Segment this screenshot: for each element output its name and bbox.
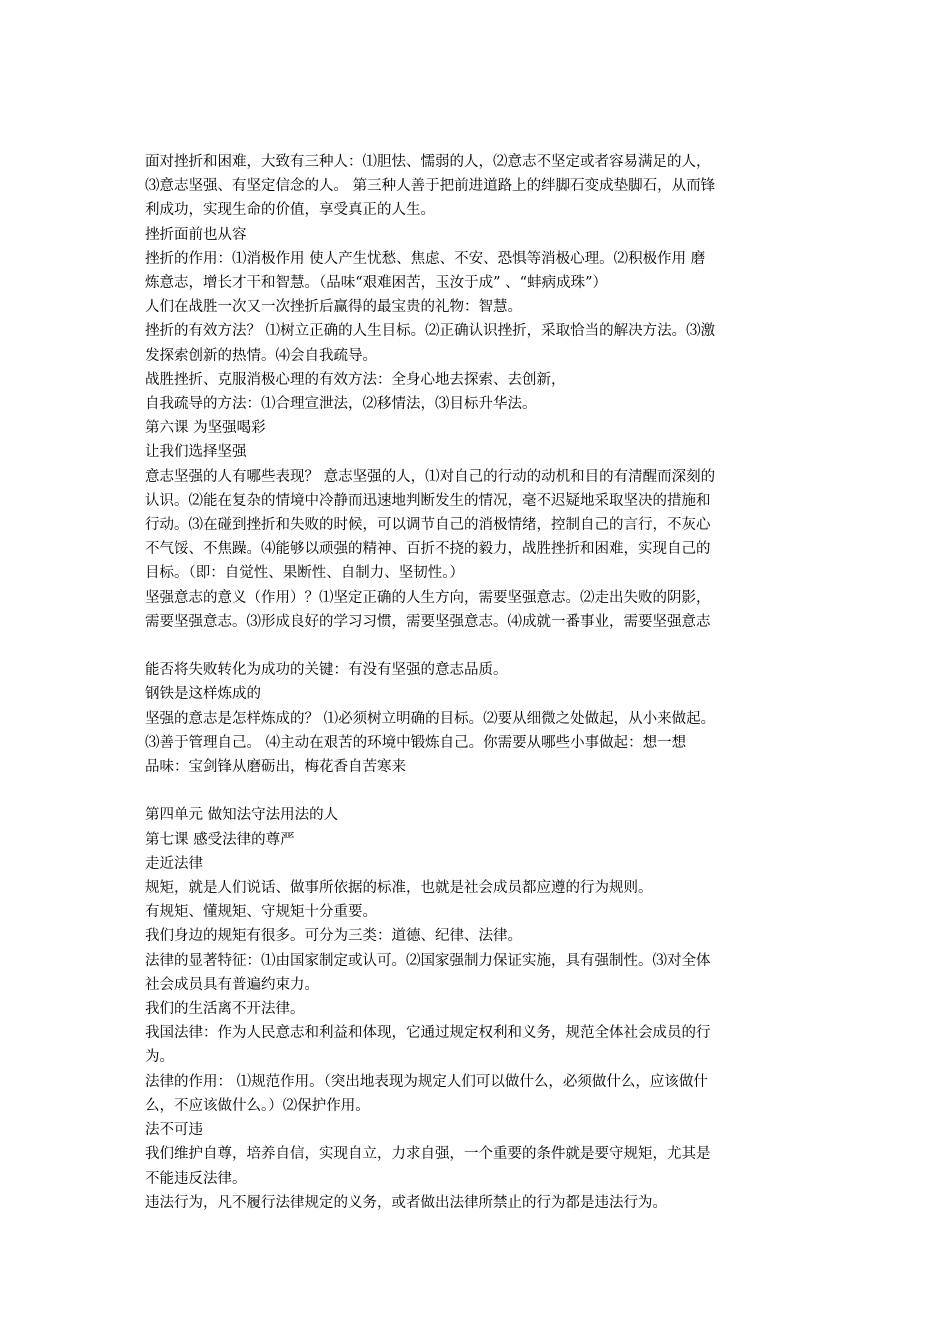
text-line: 利成功，实现生命的价值，享受真正的人生。 (145, 202, 435, 219)
text-line: 坚强的意志是怎样炼成的？ ⑴必须树立明确的目标。⑵要从细微之处做起，从小来做起。 (145, 710, 716, 727)
text-line: 为。 (145, 1049, 174, 1066)
text-line: ⑶意志坚强、有坚定信念的人。 第三种人善于把前进道路上的绊脚石变成垫脚石，从而锋 (145, 178, 716, 195)
text-line: 发探索创新的热情。⑷会自我疏导。 (145, 347, 377, 364)
text-line: 不能违反法律。 (145, 1170, 247, 1187)
blank-line (145, 634, 820, 658)
text-line: 第六课 为坚强喝彩 (145, 420, 266, 437)
text-line: 法律的作用： ⑴规范作用。（突出地表现为规定人们可以做什么，必须做什么，应该做什 (145, 1073, 708, 1090)
text-line: 能否将失败转化为成功的关键：有没有坚强的意志品质。 (145, 662, 508, 679)
text-line: 么，不应该做什么。）⑵保护作用。 (145, 1097, 370, 1114)
text-line: 挫折的有效方法？ ⑴树立正确的人生目标。⑵正确认识挫折，采取恰当的解决方法。⑶激 (145, 323, 716, 340)
text-line: 法不可违 (145, 1122, 203, 1139)
text-line: 法律的显著特征：⑴由国家制定或认可。⑵国家强制力保证实施，具有强制性。⑶对全体 (145, 952, 711, 969)
text-line: 战胜挫折、克服消极心理的有效方法：全身心地去探索、去创新， (145, 371, 566, 388)
text-line: 意志坚强的人有哪些表现？ 意志坚强的人，⑴对自己的行动的动机和目的有清醒而深刻的 (145, 468, 716, 485)
text-line: 需要坚强意志。⑶形成良好的学习习惯，需要坚强意志。⑷成就一番事业，需要坚强意志 (145, 613, 711, 630)
text-line: 违法行为，凡不履行法律规定的义务，或者做出法律所禁止的行为都是违法行为。 (145, 1194, 667, 1211)
text-line: 炼意志，增长才干和智慧。（品味“艰难困苦，玉汝于成” 、“蚌病成珠”） (145, 275, 608, 292)
text-line: 自我疏导的方法：⑴合理宣泄法，⑵移情法，⑶目标升华法。 (145, 396, 537, 413)
text-line: 我国法律：作为人民意志和利益和体现，它通过规定权利和义务，规范全体社会成员的行 (145, 1025, 711, 1042)
text-line: 我们的生活离不开法律。 (145, 1001, 305, 1018)
text-line: 我们身边的规矩有很多。可分为三类：道德、纪律、法律。 (145, 928, 522, 945)
text-line: 坚强意志的意义（作用）？⑴坚定正确的人生方向，需要坚强意志。⑵走出失败的阴影， (145, 589, 711, 606)
text-line: 有规矩、懂规矩、守规矩十分重要。 (145, 904, 377, 921)
text-line: 规矩，就是人们说话、做事所依据的标准，也就是社会成员都应遵的行为规则。 (145, 880, 653, 897)
text-line: 面对挫折和困难，大致有三种人：⑴胆怯、懦弱的人，⑵意志不坚定或者容易满足的人， (145, 154, 711, 170)
text-line: 第四单元 做知法守法用法的人 (145, 807, 339, 824)
text-line: 认识。⑵能在复杂的情境中冷静而迅速地判断发生的情况，毫不迟疑地采取坚决的措施和 (145, 492, 711, 509)
text-line: 钢铁是这样炼成的 (145, 686, 261, 703)
text-line: 品味：宝剑锋从磨砺出，梅花香自苦寒来 (145, 759, 406, 776)
text-line: 第七课 感受法律的尊严 (145, 831, 295, 848)
text-line: 让我们选择坚强 (145, 444, 247, 461)
text-line: 挫折面前也从容 (145, 226, 247, 243)
blank-line (145, 779, 820, 803)
text-line: 不气馁、不焦躁。⑷能够以顽强的精神、百折不挠的毅力，战胜挫折和困难，实现自己的 (145, 541, 711, 558)
text-line: 人们在战胜一次又一次挫折后赢得的最宝贵的礼物：智慧。 (145, 299, 522, 316)
text-line: ⑶善于管理自己。 ⑷主动在艰苦的环境中锻炼自己。你需要从哪些小事做起：想一想 (145, 734, 687, 751)
text-line: 挫折的作用：⑴消极作用 使人产生忧愁、焦虑、不安、恐惧等消极心理。⑵积极作用 磨 (145, 250, 706, 267)
text-line: 目标。（即：自觉性、果断性、自制力、坚韧性。） (145, 565, 464, 582)
text-line: 社会成员具有普遍约束力。 (145, 976, 319, 993)
text-line: 我们维护自尊，培养自信，实现自立，力求自强，一个重要的条件就是要守规矩，尤其是 (145, 1146, 711, 1163)
text-line: 走近法律 (145, 855, 203, 872)
text-line: 行动。⑶在碰到挫折和失败的时候，可以调节自己的消极情绪，控制自己的言行，不灰心 (145, 517, 711, 534)
